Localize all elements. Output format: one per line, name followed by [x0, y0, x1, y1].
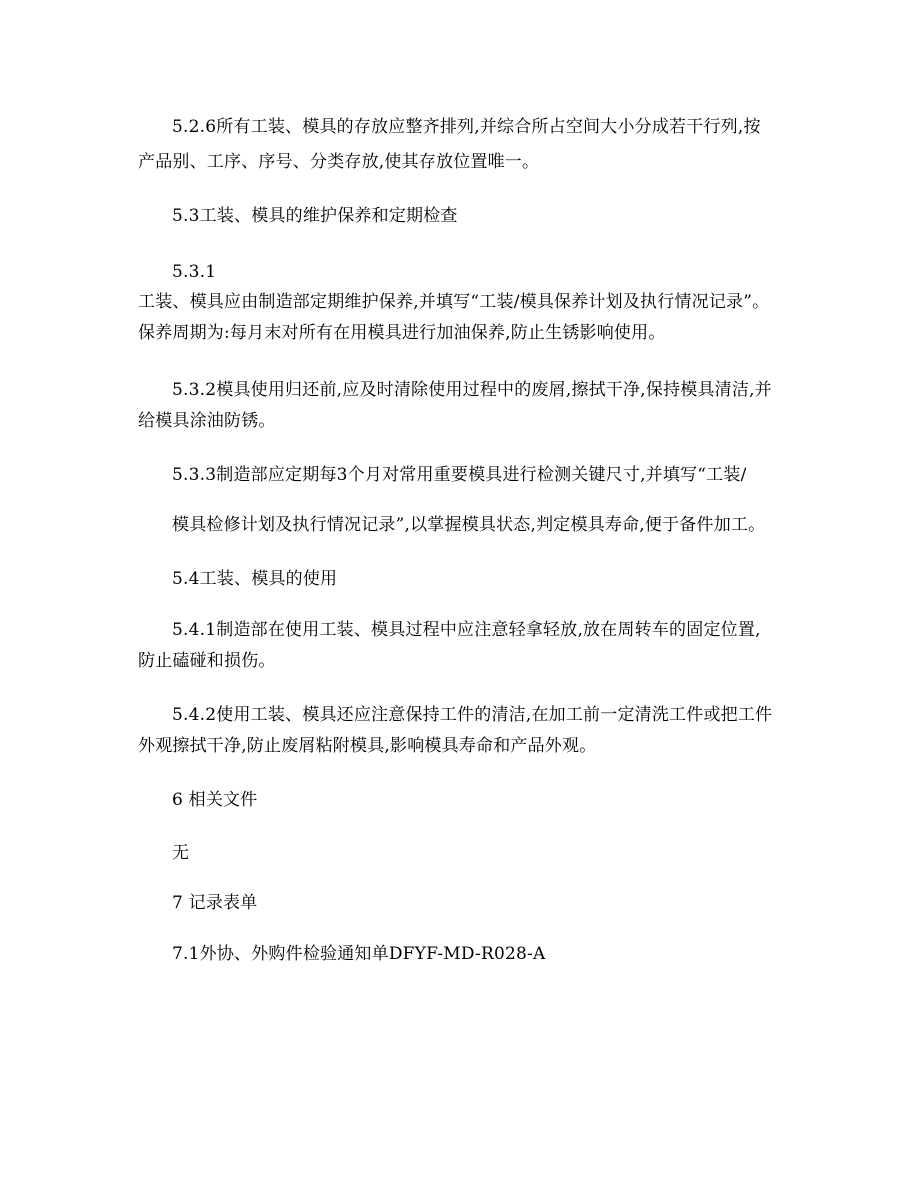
- paragraph-5-4-1-line-2: 防止磕碰和损伤。: [138, 651, 276, 671]
- paragraph-5-4-1-line-1: 5.4.1制造部在使用工装、模具过程中应注意轻拿轻放,放在周转车的固定位置,: [172, 620, 761, 640]
- paragraph-none: 无: [172, 843, 190, 863]
- paragraph-5-3-2-line-2: 给模具涂油防锈。: [138, 411, 276, 431]
- paragraph-5-3-2-line-1: 5.3.2模具使用归还前,应及时清除使用过程中的废屑,擦拭干净,保持模具清洁,并: [172, 380, 772, 400]
- paragraph-5-2-6-line-2: 产品别、工序、序号、分类存放,使其存放位置唯一。: [138, 152, 540, 172]
- heading-5-3: 5.3工装、模具的维护保养和定期检查: [172, 206, 458, 226]
- paragraph-5-3-1-line-1: 工装、模具应由制造部定期维护保养,并填写“工装/模具保养计划及执行情况记录”。: [138, 292, 770, 312]
- paragraph-5-3-1-line-2: 保养周期为:每月末对所有在用模具进行加油保养,防止生锈影响使用。: [138, 323, 666, 343]
- paragraph-5-3-1-number: 5.3.1: [172, 262, 217, 282]
- paragraph-5-4-2-line-1: 5.4.2使用工装、模具还应注意保持工件的清洁,在加工前一定清洗工件或把工件: [172, 705, 773, 725]
- paragraph-5-3-3-line-2: 模具检修计划及执行情况记录”,以掌握模具状态,判定模具寿命,便于备件加工。: [172, 515, 766, 535]
- heading-6: 6 相关文件: [172, 790, 258, 810]
- paragraph-5-3-3-line-1: 5.3.3制造部应定期每3个月对常用重要模具进行检测关键尺寸,并填写“工装/: [172, 465, 747, 485]
- paragraph-5-2-6-line-1: 5.2.6所有工装、模具的存放应整齐排列,并综合所占空间大小分成若干行列,按: [172, 117, 761, 137]
- paragraph-7-1: 7.1外协、外购件检验通知单DFYF-MD-R028-A: [172, 944, 546, 964]
- heading-7: 7 记录表单: [172, 893, 258, 913]
- heading-5-4: 5.4工装、模具的使用: [172, 569, 338, 589]
- paragraph-5-4-2-line-2: 外观擦拭干净,防止废屑粘附模具,影响模具寿命和产品外观。: [138, 736, 597, 756]
